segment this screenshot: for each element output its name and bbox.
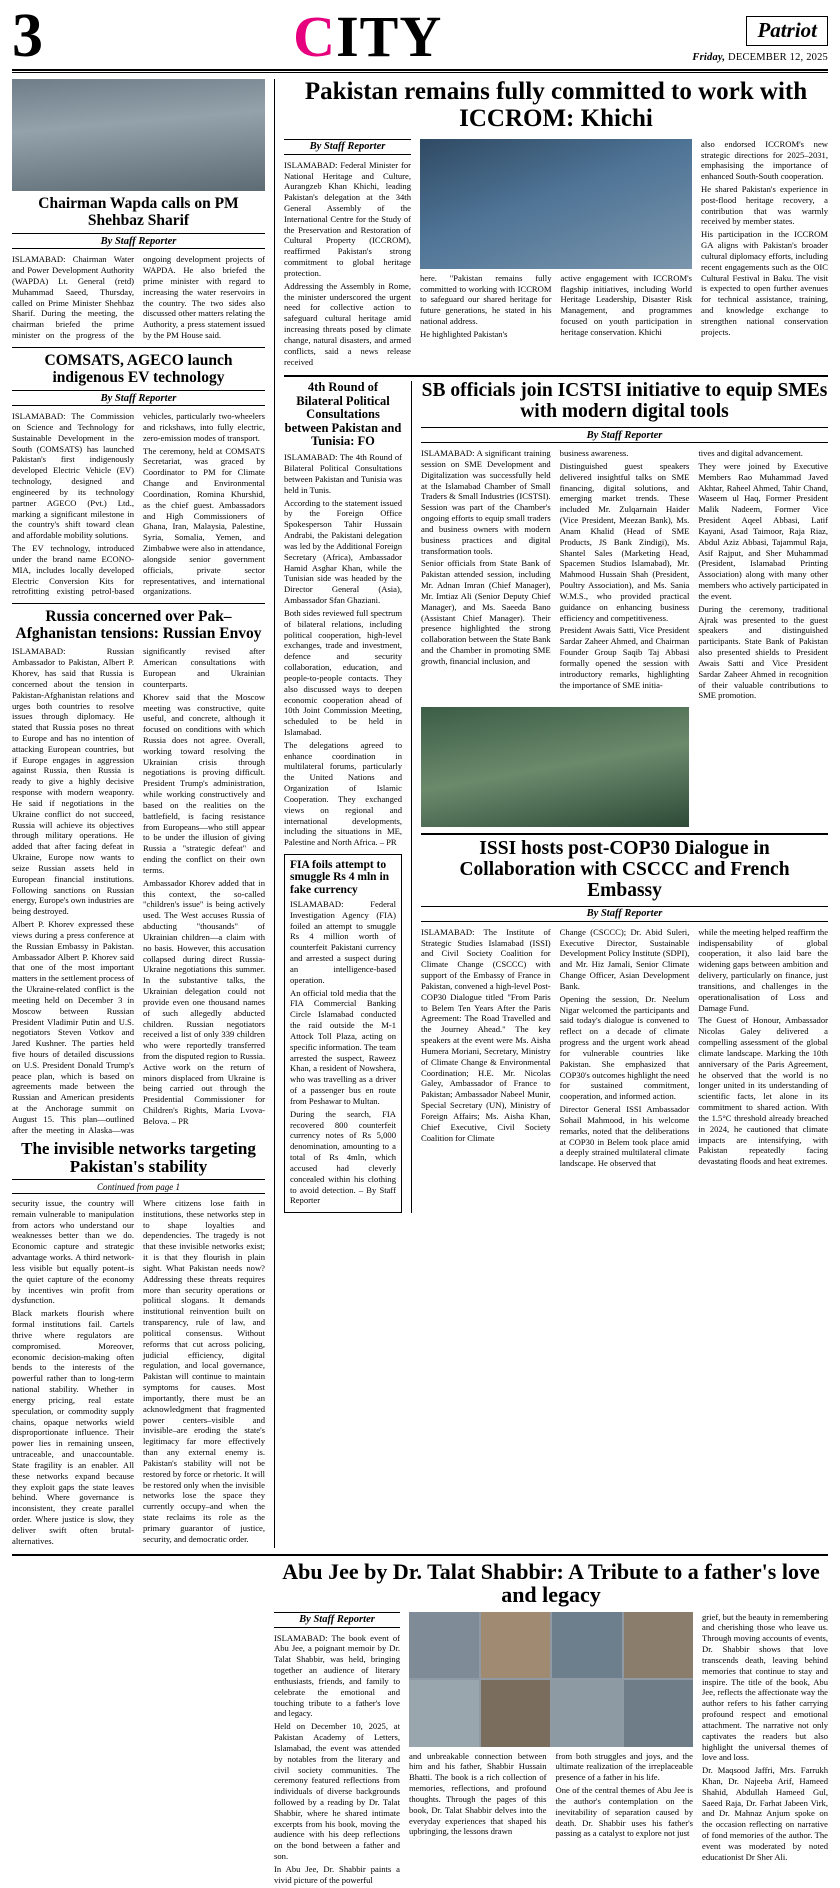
fia-headline: FIA foils attempt to smuggle Rs 4 mln in fake currency <box>290 859 390 896</box>
second-block <box>284 381 828 1213</box>
paragraph: ISLAMABAD: The 4th Round of Bilateral Political Consultations between Pakistan and Tunisia was held in Tunis. <box>284 452 402 495</box>
article-abujee <box>274 1560 828 1888</box>
paragraph: Distinguished guest speakers delivered insightful talks on SME financing, digital solutions, and emerging market trends. These included Mr. Zulqarnain Haider (Vice President, Meezan Bank), Ms. Anam Khalid (Head of SME Products, JS Bank Zindigi), Ms. Shantel Sales (Marketing Head, Spacemen Studios Islamabad), Mr. Mahmood Hussain Shah (President, Poultry Association), and Ms. Sania W.M.S., who provided practical guidance on enhancing business efficiency and competitiveness. <box>559 460 690 623</box>
invisible-continued: Continued from page 1 <box>12 1179 265 1194</box>
paragraph: ISLAMABAD: The book event of Abu Jee, a poignant memoir by Dr. Talat Shabbir, was held, bringing together an audience of literary enthusiasts, friends, and family to celebrate the emotional and touching tribute to a father's love and legacy. <box>274 1632 400 1719</box>
iccrom-headline: Pakistan remains fully committed to work with ICCROM: Khichi <box>304 78 808 132</box>
abujee-col-3 <box>556 1751 694 1842</box>
paragraph: The ceremony, held at COMSATS Secretariat, was graced by Coordinator to PM for Climate Change and Environmental Coordination, Romina Khurshid, as the chief guest. Ambassadors and High Commissioners of Ghana, Iran, Malaysia, Palestine, Syria, Somalia, Yemen, and Zimbabwe were also in attendance, alongside senior government officials, private sector representatives, and international organizations. <box>143 445 265 597</box>
tunisia-headline: 4th Round of Bilateral Political Consultations between Pakistan and Tunisia: FO <box>284 380 402 448</box>
paragraph: Black markets flourish where formal institutions fail. Cartels thrive where regulators are compromised. Moreover, economic decision-making often bends to the interests of the powerful rather than to long-term national stability. Whether in energy pricing, real estate speculation, or commodity supply chains, opaque networks wield disproportionate influence. Their power lies in remaining unseen, untraceable, and unaccountable. State fragility is an enabler. All these networks expand because they exploit gaps the state leaves behind. Where governance is inconsistent, they create parallel order. Where justice is slow, they deliver swift often brutal-alternatives. <box>12 1308 134 1546</box>
abujee-col-2 <box>409 1751 547 1842</box>
abujee-subcols <box>409 1751 693 1842</box>
masthead <box>12 2 828 70</box>
issi-body <box>421 927 828 1171</box>
invisible-body <box>12 1198 265 1548</box>
paragraph: Addressing the Assembly in Rome, the minister underscored the urgent need for collective action to safeguard cultural heritage amid increasing threats posed by climate change, natural disasters, and armed conflicts, said a news release received <box>284 280 411 367</box>
sbp-byline: By Staff Reporter <box>421 427 828 443</box>
dateline <box>692 52 828 63</box>
iccrom-layout <box>284 139 828 370</box>
article-comsats <box>12 353 265 598</box>
issi-headline: ISSI hosts post-COP30 Dialogue in Collaboration with CSCCC and French Embassy <box>459 838 790 901</box>
abujee-col-1 <box>274 1612 400 1888</box>
paragraph: They were joined by Executive Members Rao Muhammad Javed Akhtar, Raheel Ahmed, Tahir Chand, Waseem ul Haq, Former President Malik Nadeem, Former Vice President Aqeel Abbasi, Latif Kayani, Asad Taimoor, Raja Riaz, Abdul Aziz Abbasi, Tajammul Raja, Asif Rajput, and Sher Muhammad (President, Islamabad Printing Association) along with many other members who actively participated in the event. <box>698 460 829 601</box>
article-tunisia <box>284 381 402 1213</box>
iccrom-subcols <box>420 273 692 342</box>
article-sbp <box>421 381 828 827</box>
collage-cell <box>481 1612 551 1679</box>
collage-cell <box>409 1612 479 1679</box>
divider <box>284 375 828 377</box>
article-invisible-networks <box>12 1140 265 1548</box>
comsats-byline: By Staff Reporter <box>12 390 265 406</box>
abujee-col-mid <box>409 1612 693 1888</box>
article-issi <box>421 839 828 1171</box>
iccrom-col-2a <box>420 273 552 342</box>
sbp-col-1 <box>421 448 551 703</box>
paragraph: active engagement with ICCROM's flagship initiatives, including World Heritage Leadership, Disaster Risk Management, and programmes focused on youth participation in heritage conservation. Khichi <box>560 272 692 337</box>
paragraph: Opening the session, Dr. Neelum Nigar welcomed the participants and said today's dialogue is convened to reflect on a decade of climate progress and the urgent work ahead for vulnerable countries like Pakistan. She emphasized that COP30's outcomes highlight the need for sustained commitment, cooperation, and informed action. <box>559 993 690 1102</box>
section-title <box>43 3 692 69</box>
collage-grid <box>409 1612 693 1747</box>
sbp-photo <box>421 707 689 827</box>
collage-cell <box>481 1680 551 1747</box>
article-iccrom <box>284 79 828 369</box>
wapda-byline: By Staff Reporter <box>12 233 265 249</box>
paragraph: ISLAMABAD: A significant training session on SME Development and Digitalization was successfully held at the Islamabad Chamber of Small Traders & Small Industries (ICSTSI). Session was part of the Chamber's ongoing efforts to equip small traders and business owners with modern business practices and digital transformation tools. <box>421 448 551 556</box>
paragraph: while the meeting helped reaffirm the indispensability of global cooperation, it also laid bare the widening gaps between ambition and delivery, particularly on finance, just transitions, and challenges in the operationalisation of Loss and Damage Fund. <box>698 926 829 1013</box>
collage-cell <box>624 1680 694 1747</box>
paragraph: tives and digital advancement. <box>698 448 803 459</box>
invisible-headline: The invisible networks targeting Pakistan's stability <box>21 1138 256 1176</box>
paragraph: During the ceremony, traditional Ajrak was presented to the guest speakers and distinguished participants. State Bank of Pakistan also presented shields to President Awais Satti and Vice President Sardar Zaheer Ahmed in recognition of their valuable contributions to SME promotion. <box>698 603 829 701</box>
wapda-body <box>12 254 265 342</box>
iccrom-byline: By Staff Reporter <box>284 139 411 155</box>
collage-cell <box>409 1680 479 1747</box>
paragraph: here. "Pakistan remains fully committed to working with ICCROM to safeguard our shared heritage for future generations, he stated in his national address. <box>420 272 552 326</box>
right-column <box>274 79 828 1547</box>
top-section <box>12 79 828 1547</box>
page-number: 3 <box>12 2 43 70</box>
paragraph: grief, but the beauty in remembering and cherishing those who leave us. Through moving accounts of events, Dr. Shabbir shows that love transcends death, leaving behind memories that continue to stay and inspire. The title of the book, Abu Jee, reflects the affectionate way the author refers to his father carrying profound respect and emotional attachment. The narrative not only captivates the readers but also highlight the universal themes of love and loss. <box>702 1611 828 1763</box>
paragraph: also endorsed ICCROM's new strategic directions for 2025–2031, emphasising the importance of enhanced South-South cooperation. <box>701 138 828 182</box>
divider <box>421 833 828 835</box>
second-block-main <box>411 381 828 1213</box>
paragraph: Khorev said that the Moscow meeting was constructive, quite useful, and concrete, although it focused on conditions with which Russia does not agree. Overall, working toward resolving the Ukrainian crisis through negotiations is proving difficult. President Trump's administration, while working constructively and based on the realities on the battlefield, is facing resistance from Europeans—who still appear to be under the illusion of giving Russia a "strategic defeat" and ending the conflict on their own terms. <box>143 691 265 875</box>
sbp-col-3 <box>698 448 828 703</box>
tunisia-body <box>284 452 402 848</box>
paragraph: Change (CSCCC); Dr. Abid Suleri, Executive Director, Sustainable Development Policy Institute (SDPI), and Mr. Hiz Jamali, Senior Climate Change Officer, Asian Development Bank. <box>559 926 690 991</box>
divider <box>12 1554 828 1556</box>
paragraph: An official told media that the FIA Commercial Banking Circle Islamabad conducted the raid outside the M-1 Attock Toll Plaza, acting on specific information. The team arrested the suspect, Raweez Khan, a resident of Nowshera, who was travelling as a driver of a passenger bus en route from Peshawar to Multan. <box>290 987 396 1106</box>
issi-col-2 <box>560 927 690 1171</box>
iccrom-col-3 <box>701 139 828 370</box>
paragraph: The EV technology, introduced under the brand name ECONO-MIA, includes locally developed Electric Conversion Kits for retrofitting existing petrol-based vehicles, particularly two-wheelers and rickshaws, into fully electric, zero-emission modes of transport. <box>12 411 265 597</box>
dateline-date: DECEMBER 12, 2025 <box>728 51 828 63</box>
iccrom-col-2 <box>420 139 692 370</box>
paragraph: Held on December 10, 2025, at Pakistan Academy of Letters, Islamabad, the event was attended by notables from the literary and civil society communities. The ceremony featured reflections from individuals of diverse backgrounds followed by a reading by Dr. Talat Shabbir, where he shared intimate excerpts from his book, moving the audience with his deep reflections on the bond between a father and son. <box>274 1721 400 1862</box>
paragraph: Both sides reviewed full spectrum of bilateral relations, including political cooperation, high-level exchanges, trade and investment, defence and security collaboration, education, and people-to-people contacts. They also discussed ways to deepen economic cooperation ahead of 10th Joint Commission Meeting, scheduled to be held in Islamabad. <box>284 607 402 737</box>
masthead-rule <box>12 69 828 71</box>
dateline-weekday: Friday, <box>692 51 726 63</box>
paragraph: ISLAMABAD: Federal Minister for National Heritage and Culture, Aurangzeb Khan Khichi, leading Pakistan's delegation at the 34th General Assembly of the International Centre for the Study of the Preservation and Restoration of Cultural Property (ICCROM), reaffirmed Pakistan's strong commitment to global heritage protection. <box>284 159 411 278</box>
paragraph: ISLAMABAD: Chairman Water and Power Development Authority (WAPDA) Lt. General (retd) Muhammad Saeed, Thursday, called on Prime Minister Shehbaz Sharif. During the meeting, the chairman briefed the prime minister on the progress of the ongoing development projects of WAPDA. He also briefed the prime minister with regard to increasing the water reservoirs in the country. The two sides also discussed other matters relating the Authority, a press statement issued by the PM House said. <box>12 254 265 341</box>
paragraph: Where citizens lose faith in institutions, these networks step in to shape loyalties and dependencies. The tragedy is not that these invisible networks exist; it is that they flourish in plain sight. What Pakistan needs now? Addressing these threats requires more than security operations or political slogans. It demands institutional reinvention built on transparency, rule of law, and political consensus. Without reforms that cut across policing, judicial efficiency, digital regulation, and local governance, Pakistan will continue to maintain symptoms for causes. Most importantly, there must be an acknowledgment that fragmented power centers–visible and invisible–are eroding the state's legitimacy far more effectively than any external enemy is. Pakistan's stability will not be restored by force or rhetoric. It will be restored only when the invisible networks lose the space they currently occupy–and when the state reclaims its role as the primary guarantor of justice, security, and democratic order. <box>143 1198 265 1544</box>
paragraph: from both struggles and joys, and the ultimate realization of the irreplaceable presence of a father in his life. <box>555 1750 693 1783</box>
paragraph: ISLAMABAD: The Commission on Science and Technology for Sustainable Development in the South (COMSATS) has launched Pakistan's first indigenously developed Electric Vehicle (EV) technology, designed and engineered by its technology partner AGECO (Pvt.) Ltd., marking a significant milestone in the country's shift toward clean and affordable mobility solutions. <box>12 411 134 541</box>
abujee-headline: Abu Jee by Dr. Talat Shabbir: A Tribute to a father's love and legacy <box>282 1558 820 1608</box>
abujee-layout <box>274 1612 828 1888</box>
paragraph: President Awais Satti, Vice President Sardar Zaheer Ahmed, and Chairman Founder Group Saqib Taj Abbasi formally opened the session with introductory remarks, highlighting the importance of SME initia- <box>559 625 690 690</box>
paragraph: ISLAMABAD: The Institute of Strategic Studies Islamabad (ISSI) and Civil Society Coalition for Climate Change (CSCCC) with support of the Embassy of France in Pakistan, convened a high-level Post-COP30 Dialogue titled "From Paris to Belem Ten Years After the Paris Agreement: The Road Travelled and the Journey Ahead." The key speakers at the event were Ms. Aisha Humera Moriani, Secretary, Ministry of Climate Change & Environmental Coordination; H.E. Mr. Nicolas Galey, Ambassador of France to Pakistan; Ambassador Nabeel Munir, Special Secretary (UN), Ministry of Foreign Affairs; Ms. Aisha Khan, Chief Executive, Civil Society Coalition for Climate <box>421 926 551 1143</box>
divider <box>12 603 265 604</box>
divider <box>12 347 265 348</box>
masthead-rule-thin <box>12 72 828 73</box>
collage-cell <box>552 1612 622 1679</box>
paragraph: During the search, FIA recovered 800 counterfeit currency notes of Rs 5,000 denomination, amounting to a total of Rs 4mln, which accused had cleverly concealed within his clothing to avoid detection. – By Staff Reporter <box>290 1108 396 1206</box>
comsats-body <box>12 411 265 598</box>
iccrom-col-2b <box>561 273 693 342</box>
abujee-col-4 <box>702 1612 828 1888</box>
paragraph: One of the central themes of Abu Jee is the author's contemplation on the inevitability of separation caused by death. Dr. Shabbir uses his father's passing as a catalyst to explore not just <box>555 1785 693 1839</box>
paragraph: Albert P. Khorev expressed these views during a press conference at the Russian Embassy in Pakistan. Ambassador Albert P. Khorev said that one of the most important matters in the settlement process of the Ukraine-related conflict is the meeting held on December 3 in Moscow between Russian President Vladimir Putin and U.S. negotiators Steven Votkov and Jared Kushner. The parties held five hours of detailed discussions on U.S. President Donald Trump's peace plan, which is based on agreements made between the Russian and American presidents at the Anchorage summit on August 15. This plan—outlined after the meeting in Alaska—was significantly revised after American consultations with European and Ukrainian counterparts. <box>12 646 265 1135</box>
wapda-headline: Chairman Wapda calls on PM Shehbaz Sharif <box>38 195 239 229</box>
section-title-rest: ITY <box>336 3 443 69</box>
collage-cell <box>552 1680 622 1747</box>
russia-headline: Russia concerned over Pak–Afghanistan tensions: Russian Envoy <box>15 608 262 642</box>
paragraph: The Guest of Honour, Ambassador Nicolas Galey delivered a compelling assessment of the global climate landscape. Marking the 10th anniversary of the Paris Agreement, he observed that the world is no longer united in its understanding of scientific facts, let alone in its commitment to shared action. With the 1.5°C threshold already breached in 2024, he cautioned that climate impacts are intensifying, with Pakistan repeatedly facing devastating floods and heat extremes. <box>698 1015 829 1167</box>
article-wapda <box>12 79 265 342</box>
paragraph: ISLAMABAD: Federal Investigation Agency (FIA) foiled an attempt to smuggle Rs 4 million worth of counterfeit Pakistani currency and arrested a suspect during an intelligence-based operation. <box>290 899 396 985</box>
comsats-headline: COMSATS, AGECO launch indigenous EV technology <box>44 351 233 386</box>
paragraph: In Abu Jee, Dr. Shabbir paints a vivid picture of the powerful <box>274 1863 400 1885</box>
paragraph: and unbreakable connection between him and his father, Shabbir Hussain Bhatti. The book is a rich collection of memories, reflections, and profound thoughts. Through the pages of this book, Dr. Talat Shabbir delves into the everyday experiences that shaped his upbringing, the lessons drawn <box>409 1750 547 1837</box>
russia-body <box>12 646 265 1135</box>
paragraph: He highlighted Pakistan's <box>420 328 508 339</box>
issi-byline: By Staff Reporter <box>421 906 828 922</box>
paragraph: The delegations agreed to enhance coordination in multilateral forums, particularly the United Nations and Organization of Islamic Cooperation. They exchanged views on regional and international developments, including the situations in ME, Palestine and North Africa. – PR <box>284 739 402 848</box>
sbp-body <box>421 448 828 703</box>
paragraph: Senior officials from State Bank of Pakistan attended session, including Mr. Adnan Imran (Chief Manager), Mr. Imtiaz Ali (Senior Deputy Chief Manager), and Ms. Saeeda Bano (Assistant Chief Manager). Their presence highlighted the strong collaboration between the State Bank and the Chamber in promoting SME growth, financial inclusion, and <box>421 558 551 666</box>
issi-col-3 <box>698 927 828 1171</box>
paragraph: Director General ISSI Ambassador Sohail Mahmood, in his welcome remarks, noted that the deliberations at COP30 in Belem took place amid a deeply strained multilateral climate landscape. He observed that <box>559 1104 690 1169</box>
article-russia <box>12 609 265 1135</box>
abujee-byline: By Staff Reporter <box>274 1612 400 1628</box>
section-title-initial: C <box>293 3 337 69</box>
brand-block <box>692 16 828 63</box>
brand-logo: Patriot <box>746 16 828 46</box>
sbp-col-2 <box>560 448 690 703</box>
paragraph: business awareness. <box>559 448 629 459</box>
abujee-photo-collage <box>409 1612 693 1747</box>
left-column <box>12 79 265 1547</box>
paragraph: security issue, the country will remain vulnerable to manipulation from actors who understand our weaknesses better than we do. Economic capture and strategic advantage works. A third network-less visible but equally potent–is the quiet capture of the economy by incentives win profit from dysfunction. <box>12 1198 134 1306</box>
paragraph: According to the statement issued by the Foreign Office Spokesperson Tahir Hussain Andrabi, the Pakistani delegation was led by the Additional Foreign Secretary (Africa), Ambassador Hamid Asghar Khan, while the Tunisian side was headed by the Director General (Asia), Ambassador Sfan Ghaziani. <box>284 497 402 606</box>
collage-cell <box>624 1612 694 1679</box>
article-fia <box>284 854 402 1213</box>
iccrom-col-1 <box>284 139 411 370</box>
iccrom-photo <box>420 139 692 269</box>
paragraph: He shared Pakistan's experience in post-flood heritage recovery, a contribution that was warmly received by member states. <box>701 184 828 227</box>
paragraph: Ambassador Khorev added that in this context, the so-called "children's issue" is being actively used. The West accuses Russia of abducting "thousands" of Ukrainian children—a claim with no basis. However, this accusation collapsed during direct Russia-Ukraine negotiations this summer. In the substantive talks, the Ukrainian delegation could not provide even one thousand names of such allegedly abducted children. Russian negotiators received a list of only 339 children who were reportedly transferred from the disputed region to Russia. Active work on the return of minors displaced from Ukraine is being carried out through the Presidential Commissioner for Children's Rights, Maria Lvova-Belova. – PR <box>143 877 265 1126</box>
issi-col-1 <box>421 927 551 1171</box>
fia-body <box>290 899 396 1206</box>
paragraph: ISLAMABAD: Russian Ambassador to Pakistan, Albert P. Khorev, has said that Russia is concerned about the tension in Pakistan-Afghanistan relations and urges both countries to resolve issues through diplomacy. He stated that Russia poses no threat to Europe and has no intention of attacking European countries, but if Europe engages in aggression against Russia, then Russia is ready to give a highly decisive response with modern weaponry. He said if negotiations in the Ukraine conflict do not succeed, Russia will achieve its objectives through military operations. He added that after facing defeat in Ukraine, Europe now wants to seize Russian assets held in European financial institutions. Following sanctions on Russian energy, Europe's own industries are being destroyed. <box>12 646 134 917</box>
sbp-headline: SB officials join ICSTSI initiative to equip SMEs with modern digital tools <box>421 380 828 423</box>
paragraph: His participation in the ICCROM GA aligns with Pakistan's broader cultural diplomacy efforts, including recent engagements such as the OIC Cultural Festival in Baku. The visit is expected to open further avenues for technical assistance, training, and knowledge exchange to strengthen national conservation projects. <box>701 229 828 337</box>
wapda-photo <box>12 79 265 191</box>
paragraph: Dr. Maqsood Jaffri, Mrs. Farrukh Khan, Dr. Najeeba Arif, Hameed Shahid, Abdullah Hameed Gul, Saeed Raja, Dr. Farhat Jabeen Virk, and Dr. Mahnaz Anjum spoke on the occasion reflecting on narrative of fond memories of the author. The event was moderated by noted educationist Dr Sher Ali. <box>702 1765 828 1862</box>
